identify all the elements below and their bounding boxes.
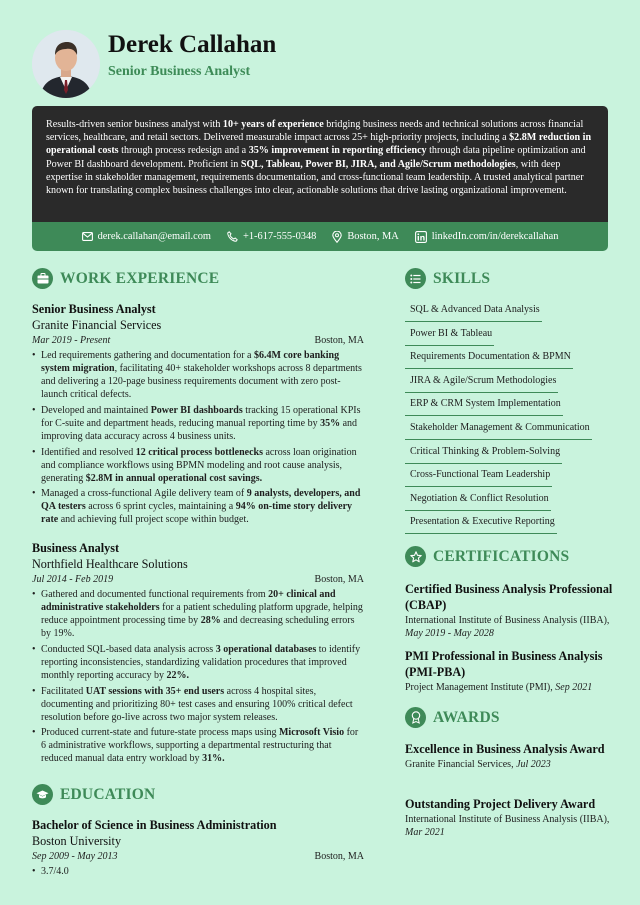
job-entry [32,541,364,768]
job-dates: Jul 2014 - Feb 2019 [32,574,114,585]
job-bullets [32,349,364,526]
skill-item: Power BI & Tableau [405,324,615,348]
contact-location [332,231,398,243]
section-title: WORK EXPERIENCE [60,269,220,287]
phone-icon [227,231,238,242]
award-title: Excellence in Business Analysis Award [405,742,605,756]
contact-email[interactable] [82,231,211,242]
job-meta [32,334,364,348]
summary-text: through process redesign and a [118,145,249,157]
award-entry [405,796,615,839]
contact-linkedin[interactable] [415,231,559,243]
degree-title: Bachelor of Science in Business Administration [32,818,277,832]
list-item: • Conducted SQL-based data analysis across 3 operational databases to identify reporting inconsistencies, standardizing validation procedures that improved monthly reporting accuracy by 22%. [32,643,364,682]
list-item: • 3.7/4.0 [32,865,364,878]
job-bullets [32,588,364,765]
linkedin-text: linkedIn.com/in/derekcallahan [431,231,559,242]
skill-item: Presentation & Executive Reporting [405,512,615,536]
education-location: Boston, MA [314,851,364,862]
education-entry [32,818,364,881]
job-location: Boston, MA [314,574,364,585]
certification-entry [405,648,615,694]
company-name: Northfield Healthcare Solutions [32,557,188,571]
email-icon [82,232,93,241]
professional-summary [32,106,608,222]
location-pin-icon [332,231,342,243]
award-issuer: International Institute of Business Analysis (IIBA), Mar 2021 [405,814,610,838]
work-experience-heading [32,268,219,289]
list-item: • Led requirements gathering and documentation for a $6.4M core banking system migration, facilitating 40+ stakeholder workshops across 8 departments and delivering a 120-page business requirements document with zero post-launch critical defects. [32,349,364,401]
location-text: Boston, MA [347,231,399,242]
candidate-name: Derek Callahan [108,31,277,58]
star-icon [405,546,426,567]
award-issuer: Granite Financial Services, Jul 2023 [405,759,551,770]
skills-heading [405,268,490,289]
linkedin-icon [415,231,427,243]
graduation-cap-icon [32,784,53,805]
skill-item: Stakeholder Management & Communication [405,418,615,442]
school-name: Boston University [32,834,122,848]
job-title: Senior Business Analyst [32,302,156,316]
list-item: • Produced current-state and future-state process maps using Microsoft Visio for 6 administrative workflows, supporting a departmental restructuring that reduced manual data entry workload by 31%. [32,726,364,765]
award-title: Outstanding Project Delivery Award [405,797,596,811]
education-heading [32,784,155,805]
education-bullets [32,865,364,878]
section-title: EDUCATION [60,785,156,803]
skill-item: Critical Thinking & Problem-Solving [405,442,615,466]
certifications-heading [405,546,569,567]
candidate-title: Senior Business Analyst [108,64,251,79]
education-dates: Sep 2009 - May 2013 [32,851,118,862]
list-item: • Developed and maintained Power BI dashboards tracking 15 operational KPIs for C-suite and department heads, reducing manual reporting time by 35% and improving data accuracy across 4 business units. [32,404,364,443]
profile-photo [32,30,100,98]
award-entry [405,741,615,771]
medal-icon [405,707,426,728]
job-meta [32,573,364,587]
section-title: SKILLS [433,269,491,287]
skill-item: Cross-Functional Team Leadership [405,465,615,489]
list-item: • Facilitated UAT sessions with 35+ end users across 4 hospital sites, documenting and prioritizing 80+ test cases and ensuring 100% critical defect resolution before go-live across two major system releases. [32,685,364,724]
list-item: • Managed a cross-functional Agile delivery team of 9 analysts, developers, and QA testers across 6 sprint cycles, maintaining a 94% on-time story delivery rate and achieving full project scope within budget. [32,487,364,526]
briefcase-icon [32,268,53,289]
skills-list [405,300,615,536]
resume-header [32,30,612,98]
summary-text: Results-driven senior business analyst with [46,119,223,130]
section-title: CERTIFICATIONS [433,547,570,565]
skill-item: ERP & CRM System Implementation [405,394,615,418]
job-dates: Mar 2019 - Present [32,335,111,346]
section-title: AWARDS [433,708,500,726]
certification-entry [405,581,615,640]
summary-highlight: 10+ years of experience [222,119,324,130]
email-text: derek.callahan@email.com [97,231,211,242]
summary-text: bridging business needs and technical solutions across financial services, healthcare, and retail sectors. Delivered measurable impact across 25+ high-priority projects, including a [46,119,584,144]
job-title: Business Analyst [32,541,120,555]
list-icon [405,268,426,289]
certification-title: Certified Business Analysis Professional (CBAP) [405,582,613,612]
summary-highlight: SQL, Tableau, Power BI, JIRA, and Agile/Scrum methodologies [240,158,516,170]
awards-heading [405,707,500,728]
list-item: • Identified and resolved 12 critical process bottlenecks across loan origination and compliance workflows using BPMN modeling and root cause analysis, generating $2.8M in annual operational cost savings. [32,446,364,485]
company-name: Granite Financial Services [32,318,162,332]
summary-highlight: 35% improvement in reporting efficiency [248,145,427,157]
skill-item: JIRA & Agile/Scrum Methodologies [405,371,615,395]
skill-item: Negotiation & Conflict Resolution [405,489,615,513]
summary-text: through data pipeline optimization and Power BI dashboard development. Proficient in [46,145,586,170]
skill-item: SQL & Advanced Data Analysis [405,300,615,324]
contact-phone[interactable] [227,231,316,242]
list-item: • Gathered and documented functional requirements from 20+ clinical and administrative stakeholders for a patient scheduling platform upgrade, helping reduce appointment processing time by 28% and decreasing scheduling errors by 19%. [32,588,364,640]
education-meta [32,850,364,864]
certification-title: PMI Professional in Business Analysis (PMI-PBA) [405,649,603,679]
job-entry [32,302,364,529]
certification-issuer: International Institute of Business Analysis (IIBA), May 2019 - May 2028 [405,615,610,639]
certification-issuer: Project Management Institute (PMI), Sep 2021 [405,682,593,693]
summary-text: , with deep expertise in stakeholder management, requirements documentation, and cross-functional team leadership. A trusted analytical partner known for translating complex business challenges into clear, actionable solutions that drive lasting organizational improvement. [46,158,584,197]
job-location: Boston, MA [314,335,364,346]
summary-highlight: $2.8M reduction in operational costs [46,132,592,157]
skill-item: Requirements Documentation & BPMN [405,347,615,371]
phone-text: +1-617-555-0348 [242,231,317,242]
contact-bar [32,222,608,251]
